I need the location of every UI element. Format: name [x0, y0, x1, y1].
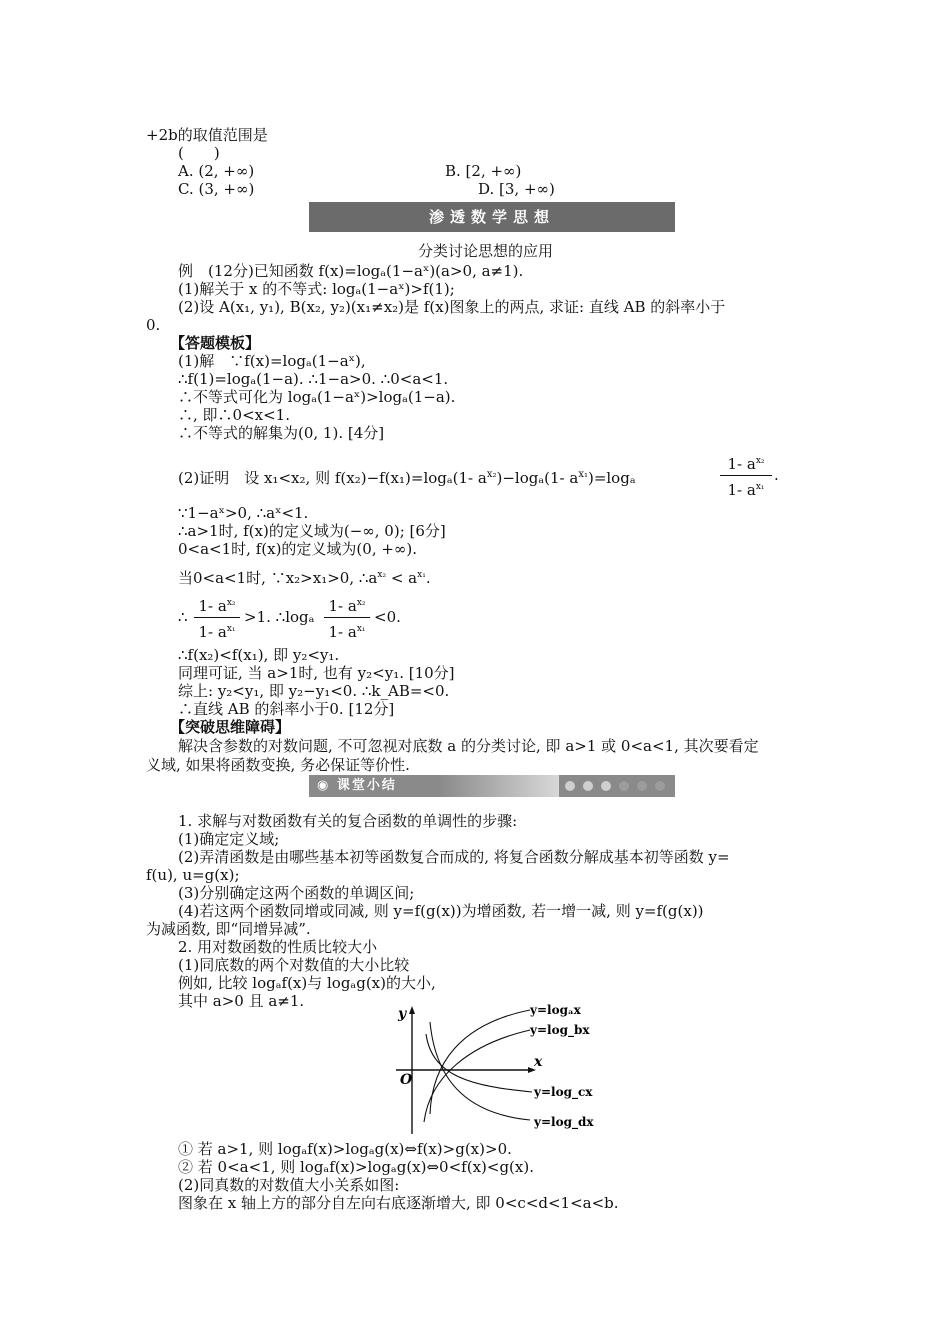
- solution-step-7: ∴a>1时, f(x)的定义域为(−∞, 0); [6分]: [178, 522, 446, 540]
- proof-log-2: )−logₐ(1- a: [496, 469, 579, 487]
- step-10-den-2: [324, 620, 370, 641]
- step-10-num2-exp: x₂: [356, 598, 366, 608]
- summary-1-4: (4)若这两个函数同增或同减, 则 y=f(g(x))为增函数, 若一增一减, 则 y=f(g(x)): [178, 902, 704, 920]
- dot: [655, 781, 665, 791]
- step-10-num: [194, 594, 240, 615]
- summary-2-example: 例如, 比较 logₐf(x)与 logₐg(x)的大小,: [178, 974, 436, 992]
- label-log-a: y=logₐx: [530, 1004, 581, 1017]
- fraction-bar: [324, 617, 370, 618]
- summary-1-3: (3)分别确定这两个函数的单调区间;: [178, 884, 415, 902]
- banner-shade: [439, 775, 559, 797]
- step-10-num-2: [324, 594, 370, 615]
- option-d: D. [3, +∞): [478, 180, 555, 198]
- summary-label: ◉ 课堂小结: [317, 778, 397, 793]
- origin-label: O: [400, 1072, 413, 1088]
- y-axis-label: y: [398, 1006, 407, 1022]
- proof-den-exp: x₁: [755, 482, 765, 492]
- step-9-lead: 当0<a<1时, ∵x₂>x₁>0, ∴: [178, 569, 369, 587]
- x-axis-label: x: [534, 1054, 543, 1070]
- proof-exp-2: x₁: [578, 469, 588, 480]
- step-10-num-exp: x₂: [226, 598, 236, 608]
- solution-step-9: [178, 566, 431, 587]
- breakthrough-heading: 【突破思维障碍】: [170, 718, 291, 736]
- summary-2-2-conclusion: 图象在 x 轴上方的部分自左向右底逐渐增大, 即 0<c<d<1<a<b.: [178, 1194, 619, 1212]
- solution-step-12: 同理可证, 当 a>1时, 也有 y₂<y₁. [10分]: [178, 664, 455, 682]
- step-9-exp1: x₂: [377, 570, 387, 580]
- breakthrough-text-1: 解决含参数的对数问题, 不可忽视对底数 a 的分类讨论, 即 a>1 或 0<a<1, 其次要看定: [178, 737, 759, 755]
- proof-period: .: [774, 466, 779, 484]
- example-part-1: (1)解关于 x 的不等式: logₐ(1−aˣ)>f(1);: [178, 280, 455, 298]
- example-part-2: (2)设 A(x₁, y₁), B(x₂, y₂)(x₁≠x₂)是 f(x)图象上的两点, 求证: 直线 AB 的斜率小于: [178, 298, 726, 316]
- solution-step-14: ∴直线 AB 的斜率小于0. [12分]: [178, 700, 395, 718]
- step-10-num2-text: 1- a: [328, 597, 357, 615]
- solution-step-2: ∴f(1)=logₐ(1−a). ∴1−a>0. ∴0<a<1.: [178, 370, 449, 388]
- question-stem-tail: +2b的取值范围是: [146, 126, 268, 144]
- section-title: 分类讨论思想的应用: [418, 242, 554, 260]
- proof-num-exp: x₂: [755, 456, 765, 466]
- solution-step-5: ∴不等式的解集为(0, 1). [4分]: [178, 424, 385, 442]
- proof-fraction-den: [720, 478, 772, 499]
- log-curves-figure: [390, 1004, 610, 1138]
- solution-step-11: ∴f(x₂)<f(x₁), 即 y₂<y₁.: [178, 646, 340, 664]
- breakthrough-text-2: 义域, 如果将函数变换, 务必保证等价性.: [146, 756, 410, 774]
- example-part-2-cont: 0.: [146, 316, 161, 334]
- answer-template-heading: 【答题模板】: [170, 334, 261, 352]
- step-9-lt: <: [386, 569, 409, 587]
- label-log-c: y=log_cx: [534, 1085, 593, 1099]
- proof-exp-1: x₂: [486, 469, 497, 480]
- label-log-b: y=log_bx: [530, 1023, 590, 1037]
- step-10-end: <0.: [374, 608, 401, 626]
- dot: [565, 781, 575, 791]
- curve-log-c: [426, 1034, 532, 1092]
- label-log-d: y=log_dx: [534, 1115, 594, 1129]
- step-10-den-exp: x₁: [226, 624, 236, 634]
- dot: [583, 781, 593, 791]
- proof-equals-log: )=logₐ: [587, 469, 636, 487]
- rule-2: ② 若 0<a<1, 则 logₐf(x)>logₐg(x)⇔0<f(x)<g(x).: [178, 1158, 534, 1176]
- summary-1-2-cont: f(u), u=g(x);: [146, 866, 240, 884]
- summary-2-condition: 其中 a>0 且 a≠1.: [178, 992, 305, 1010]
- step-10-den-text: 1- a: [198, 623, 227, 641]
- proof-fraction: [720, 452, 772, 499]
- y-axis-arrow: [409, 1006, 415, 1014]
- proof-num-text: 1- a: [727, 455, 756, 473]
- fraction-bar: [194, 617, 240, 618]
- solution-step-13: 综上: y₂<y₁, 即 y₂−y₁<0. ∴k_AB=<0.: [178, 682, 450, 700]
- step-9-a1: a: [368, 569, 378, 587]
- step-10-den2-exp: x₁: [356, 624, 366, 634]
- step-9-a2: a: [408, 569, 418, 587]
- dot: [637, 781, 647, 791]
- summary-banner: [309, 775, 675, 797]
- proof-lead-text: (2)证明 设 x₁<x₂, 则 f(x₂)−f(x₁)=: [178, 469, 424, 487]
- solution-step-3: ∴不等式可化为 logₐ(1−aˣ)>logₐ(1−a).: [178, 388, 456, 406]
- summary-1: 1. 求解与对数函数有关的复合函数的单调性的步骤:: [178, 812, 518, 830]
- summary-1-1: (1)确定定义域;: [178, 830, 280, 848]
- dot: [601, 781, 611, 791]
- proof-lead: [178, 466, 636, 487]
- option-c: C. (3, +∞): [178, 180, 255, 198]
- step-10-den: [194, 620, 240, 641]
- summary-2-1: (1)同底数的两个对数值的大小比较: [178, 956, 410, 974]
- step-9-exp2: x₁: [417, 570, 426, 580]
- section-banner: 渗透数学思想: [309, 202, 675, 232]
- solution-step-8: 0<a<1时, f(x)的定义域为(0, +∞).: [178, 540, 418, 558]
- fraction-bar: [720, 475, 772, 476]
- dot: [619, 781, 629, 791]
- curve-log-a: [430, 1010, 530, 1114]
- summary-2-2: (2)同真数的对数值大小关系如图:: [178, 1176, 400, 1194]
- solution-step-4: ∴, 即∴0<x<1.: [178, 406, 290, 424]
- summary-2: 2. 用对数函数的性质比较大小: [178, 938, 378, 956]
- example-statement: 例 (12分)已知函数 f(x)=logₐ(1−aˣ)(a>0, a≠1).: [178, 262, 524, 280]
- proof-fraction-num: [720, 452, 772, 473]
- summary-1-2: (2)弄清函数是由哪些基本初等函数复合而成的, 将复合函数分解成基本初等函数 y=: [178, 848, 730, 866]
- curve-log-d: [430, 1022, 530, 1120]
- solution-step-6: ∵1−aˣ>0, ∴aˣ<1.: [178, 504, 309, 522]
- answer-bracket: ( ): [178, 144, 220, 162]
- proof-den-text: 1- a: [727, 481, 756, 499]
- option-a: A. (2, +∞): [178, 162, 255, 180]
- axes: [396, 1006, 536, 1134]
- proof-log-1: logₐ(1- a: [423, 469, 487, 487]
- step-10-mid: >1. ∴logₐ: [244, 608, 315, 626]
- rule-1: ① 若 a>1, 则 logₐf(x)>logₐg(x)⇔f(x)>g(x)>0.: [178, 1140, 512, 1158]
- solution-step-1: (1)解 ∵f(x)=logₐ(1−aˣ),: [178, 352, 366, 370]
- step-10-fraction-2: [324, 594, 370, 641]
- banner-dots: [565, 781, 665, 791]
- curve-log-b: [424, 1030, 530, 1122]
- option-b: B. [2, +∞): [445, 162, 522, 180]
- step-9-end: .: [425, 569, 431, 587]
- summary-1-4-cont: 为减函数, 即“同增异减”.: [146, 920, 311, 938]
- step-10-num-text: 1- a: [198, 597, 227, 615]
- step-10-den2-text: 1- a: [328, 623, 357, 641]
- step-10-fraction-1: [194, 594, 240, 641]
- step-10-therefore: ∴: [178, 608, 188, 626]
